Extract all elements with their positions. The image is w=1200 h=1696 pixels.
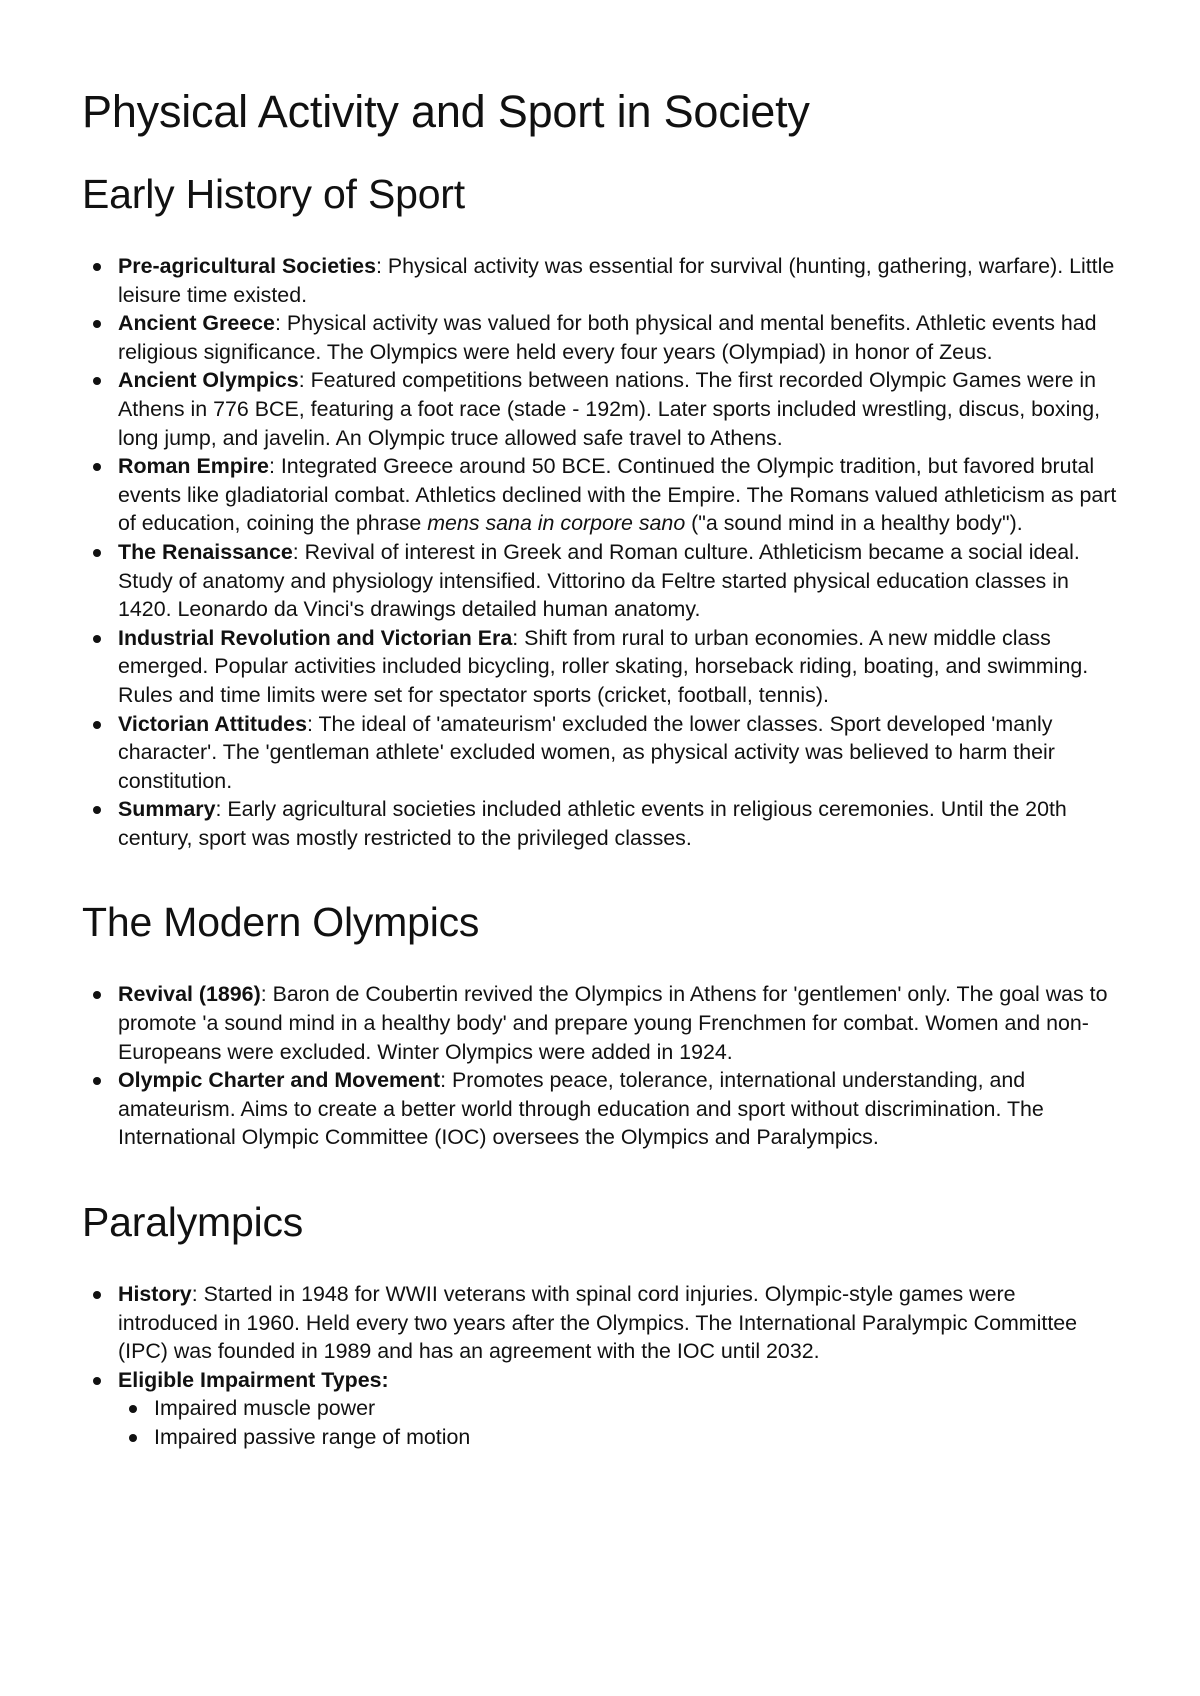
item-term: Pre-agricultural Societies (118, 254, 376, 278)
list-item (118, 795, 1120, 852)
item-text: : Early agricultural societies included athletic events in religious ceremonies. Until the 20th century, sport was mostly restricted to the privileged classes. (118, 797, 1067, 850)
page-title: Physical Activity and Sport in Society (82, 86, 810, 137)
list-item (118, 452, 1120, 538)
item-term: Roman Empire (118, 454, 269, 479)
section-heading-modern-olympics: The Modern Olympics (82, 899, 480, 946)
section-heading-early-history: Early History of Sport (82, 171, 465, 217)
section-spacer (82, 852, 1120, 898)
paralympics-list (82, 1280, 1120, 1452)
item-term: Revival (1896) (118, 982, 261, 1007)
list-item (118, 1066, 1120, 1152)
list-item (118, 1280, 1120, 1366)
item-text: : Shift from rural to urban economies. A new middle class emerged. Popular activities included bicycling, roller skating, horseback riding, boating, and swimming. Rules and time limits were set for spectator sports (cricket, football, tennis). (118, 625, 1089, 707)
list-item (118, 1366, 1120, 1452)
list-item (118, 252, 1120, 309)
item-term: Eligible Impairment Types (118, 1367, 382, 1392)
impairment-types-list (118, 1394, 1120, 1451)
sub-list-item: Impaired passive range of motion (154, 1423, 1120, 1452)
modern-olympics-list (82, 980, 1120, 1152)
item-text: : Started in 1948 for WWII veterans with spinal cord injuries. Olympic-style games were introduced in 1960. Held every two years after the Olympics. The International Paralympic Committee (IPC) was founded in 1989 and has an agreement with the IOC until 2032. (118, 1282, 1078, 1364)
item-term: Industrial Revolution and Victorian Era (118, 625, 513, 650)
early-history-list (82, 252, 1120, 852)
list-item (118, 710, 1120, 796)
item-text: : The ideal of 'amateurism' excluded the lower classes. Sport developed 'manly character'. The 'gentleman athlete' excluded women, as physical activity was believed to harm their constitution. (118, 711, 1055, 793)
item-term: Ancient Greece (118, 311, 275, 336)
list-item (118, 980, 1120, 1066)
item-text: : (381, 1367, 389, 1392)
item-term: Summary (118, 797, 216, 822)
item-text: : Featured competitions between nations. The first recorded Olympic Games were in Athens in 776 BCE, featuring a foot race (stade - 192m). Later sports included wrestling, discus, boxing, long jump, and javelin. An Olympic truce allowed safe travel to Athens. (118, 368, 1101, 450)
item-text: : Physical activity was essential for survival (hunting, gathering, warfare). Little leisure time existed. (118, 254, 1115, 307)
item-italic-phrase: mens sana in corpore sano (427, 511, 686, 536)
list-item (118, 366, 1120, 452)
section-spacer (82, 1152, 1120, 1198)
item-text: : Promotes peace, tolerance, international understanding, and amateurism. Aims to create a better world through education and sport without discrimination. The International Olympic Committee (IOC) oversees the Olympics and Paralympics. (118, 1068, 1044, 1150)
list-item (118, 624, 1120, 710)
item-text: : Baron de Coubertin revived the Olympics in Athens for 'gentlemen' only. The goal was to promote 'a sound mind in a healthy body' and prepare young Frenchmen for combat. Women and non-Europeans were excluded. Winter Olympics were added in 1924. (118, 982, 1108, 1064)
list-item (118, 309, 1120, 366)
item-text: : Physical activity was valued for both physical and mental benefits. Athletic events had religious significance. The Olympics were held every four years (Olympiad) in honor of Zeus. (118, 311, 1097, 364)
list-item (118, 538, 1120, 624)
item-text: : Integrated Greece around 50 BCE. Continued the Olympic tradition, but favored brutal events like gladiatorial combat. Athletics declined with the Empire. The Romans valued athleticism as part of education, coining the phrase (118, 454, 1117, 536)
item-text: : Revival of interest in Greek and Roman culture. Athleticism became a social ideal. Study of anatomy and physiology intensified. Vittorino da Feltre started physical education classes in 1420. Leonardo da Vinci's drawings detailed human anatomy. (118, 539, 1080, 622)
item-term: Olympic Charter and Movement (118, 1068, 441, 1093)
section-heading-paralympics: Paralympics (82, 1199, 304, 1246)
sub-list-item: Impaired muscle power (154, 1394, 1120, 1423)
item-term: Victorian Attitudes (118, 711, 307, 736)
item-term: The Renaissance (118, 539, 293, 564)
item-term: History (118, 1282, 192, 1307)
item-text-after: ("a sound mind in a healthy body"). (685, 511, 1023, 536)
item-term: Ancient Olympics (118, 368, 299, 393)
